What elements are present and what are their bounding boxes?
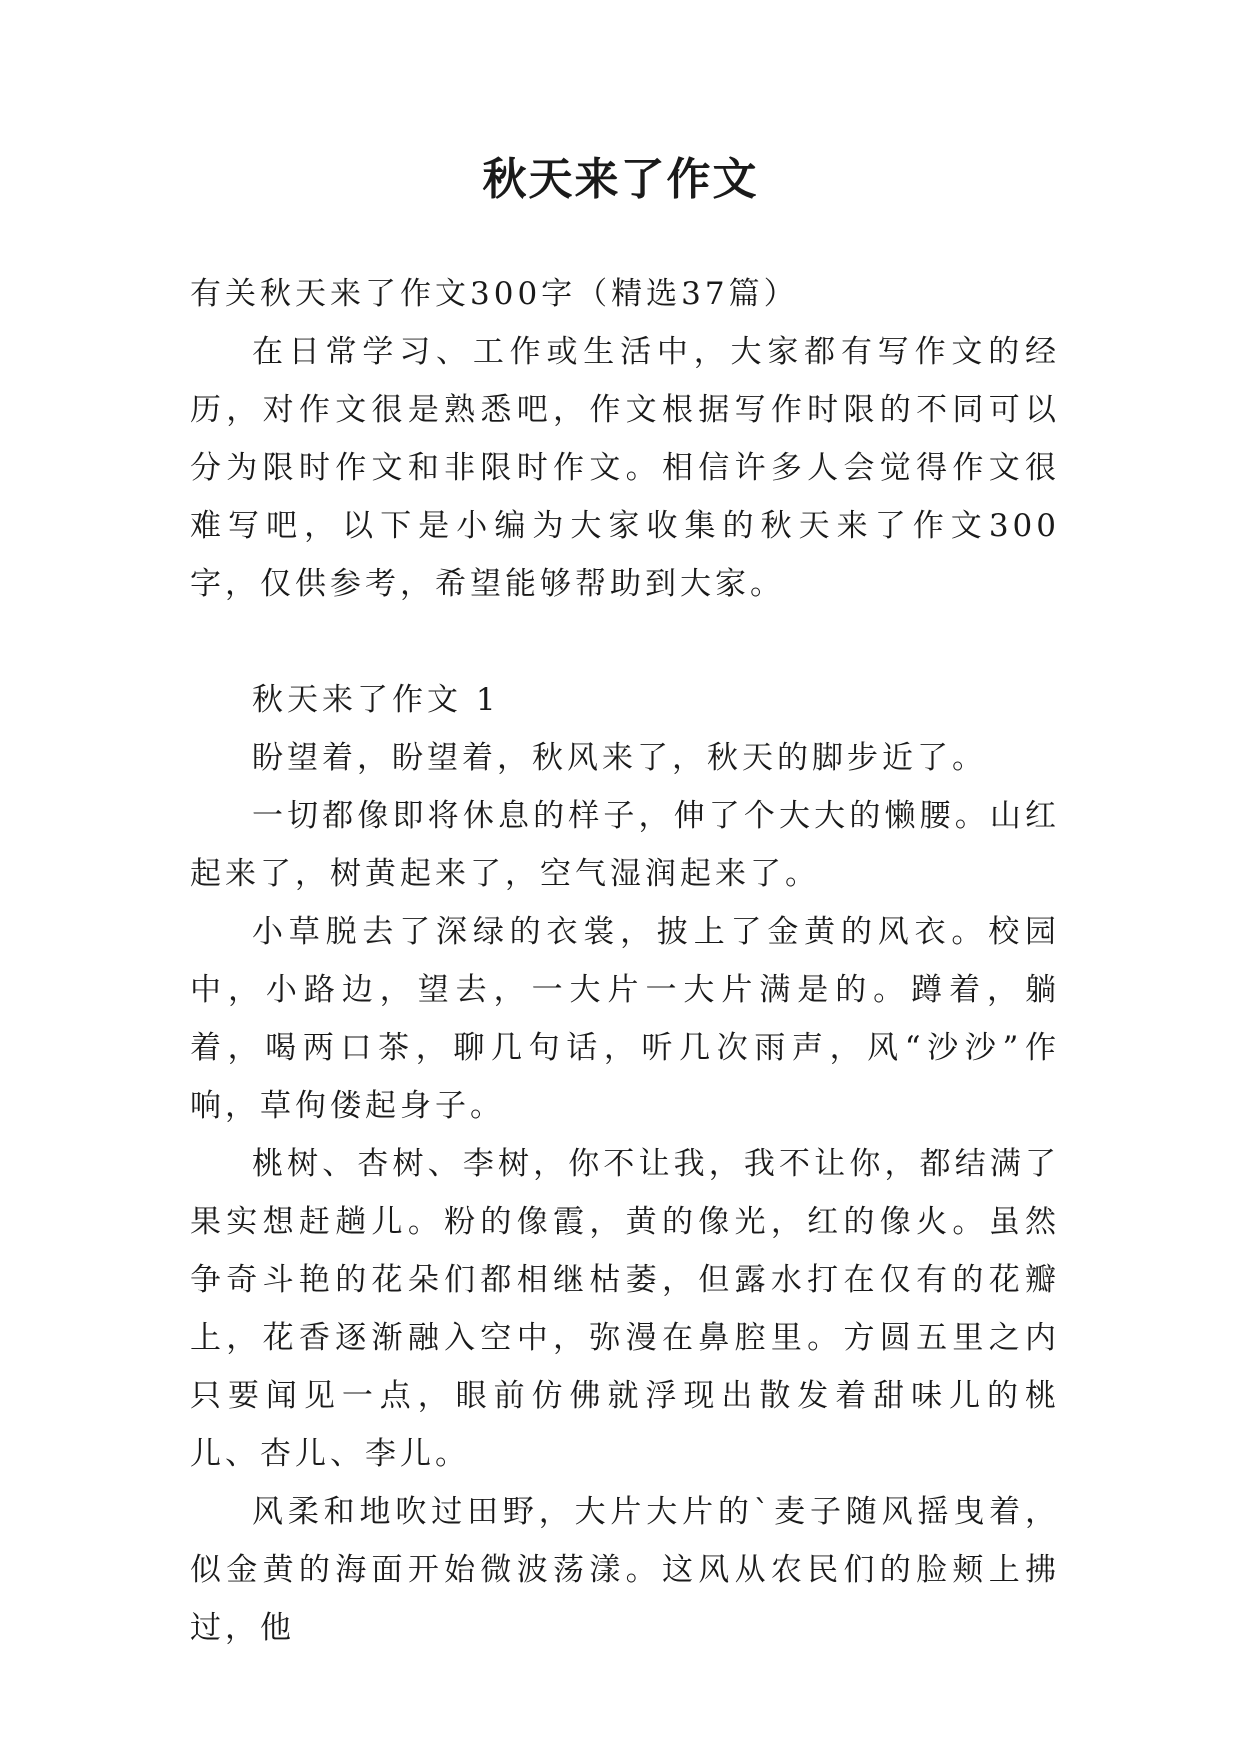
body-paragraph: 一切都像即将休息的样子，伸了个大大的懒腰。山红起来了，树黄起来了，空气湿润起来了。 (190, 798, 1060, 892)
body-paragraph: 桃树、杏树、李树，你不让我，我不让你，都结满了果实想赶趟儿。粉的像霞，黄的像光，红的像火。虽然争奇斗艳的花朵们都相继枯萎，但露水打在仅有的花瓣上，花香逐渐融入空中，弥漫在鼻腔里。方圆五里之内只要闻见一点，眼前仿佛就浮现出散发着甜味儿的桃儿、杏儿、李儿。 (190, 1146, 1060, 1472)
intro-paragraph: 在日常学习、工作或生活中，大家都有写作文的经历，对作文很是熟悉吧，作文根据写作时限的不同可以分为限时作文和非限时作文。相信许多人会觉得作文很难写吧，以下是小编为大家收集的秋天来了作文300字，仅供参考，希望能够帮助到大家。 (190, 334, 1060, 602)
body-paragraph: 小草脱去了深绿的衣裳，披上了金黄的风衣。校园中，小路边，望去，一大片一大片满是的。蹲着，躺着，喝两口茶，聊几句话，听几次雨声，风“沙沙”作响，草佝偻起身子。 (190, 914, 1060, 1124)
body-paragraph: 风柔和地吹过田野，大片大片的`麦子随风摇曳着，似金黄的海面开始微波荡漾。这风从农民们的脸颊上拂过，他 (190, 1494, 1060, 1646)
section-heading: 秋天来了作文 1 (252, 682, 500, 718)
document-subtitle: 有关秋天来了作文300字（精选37篇） (190, 276, 799, 312)
document-title: 秋天来了作文 (482, 154, 759, 205)
body-paragraph: 盼望着，盼望着，秋风来了，秋天的脚步近了。 (252, 740, 987, 776)
document-body (190, 265, 1060, 1657)
